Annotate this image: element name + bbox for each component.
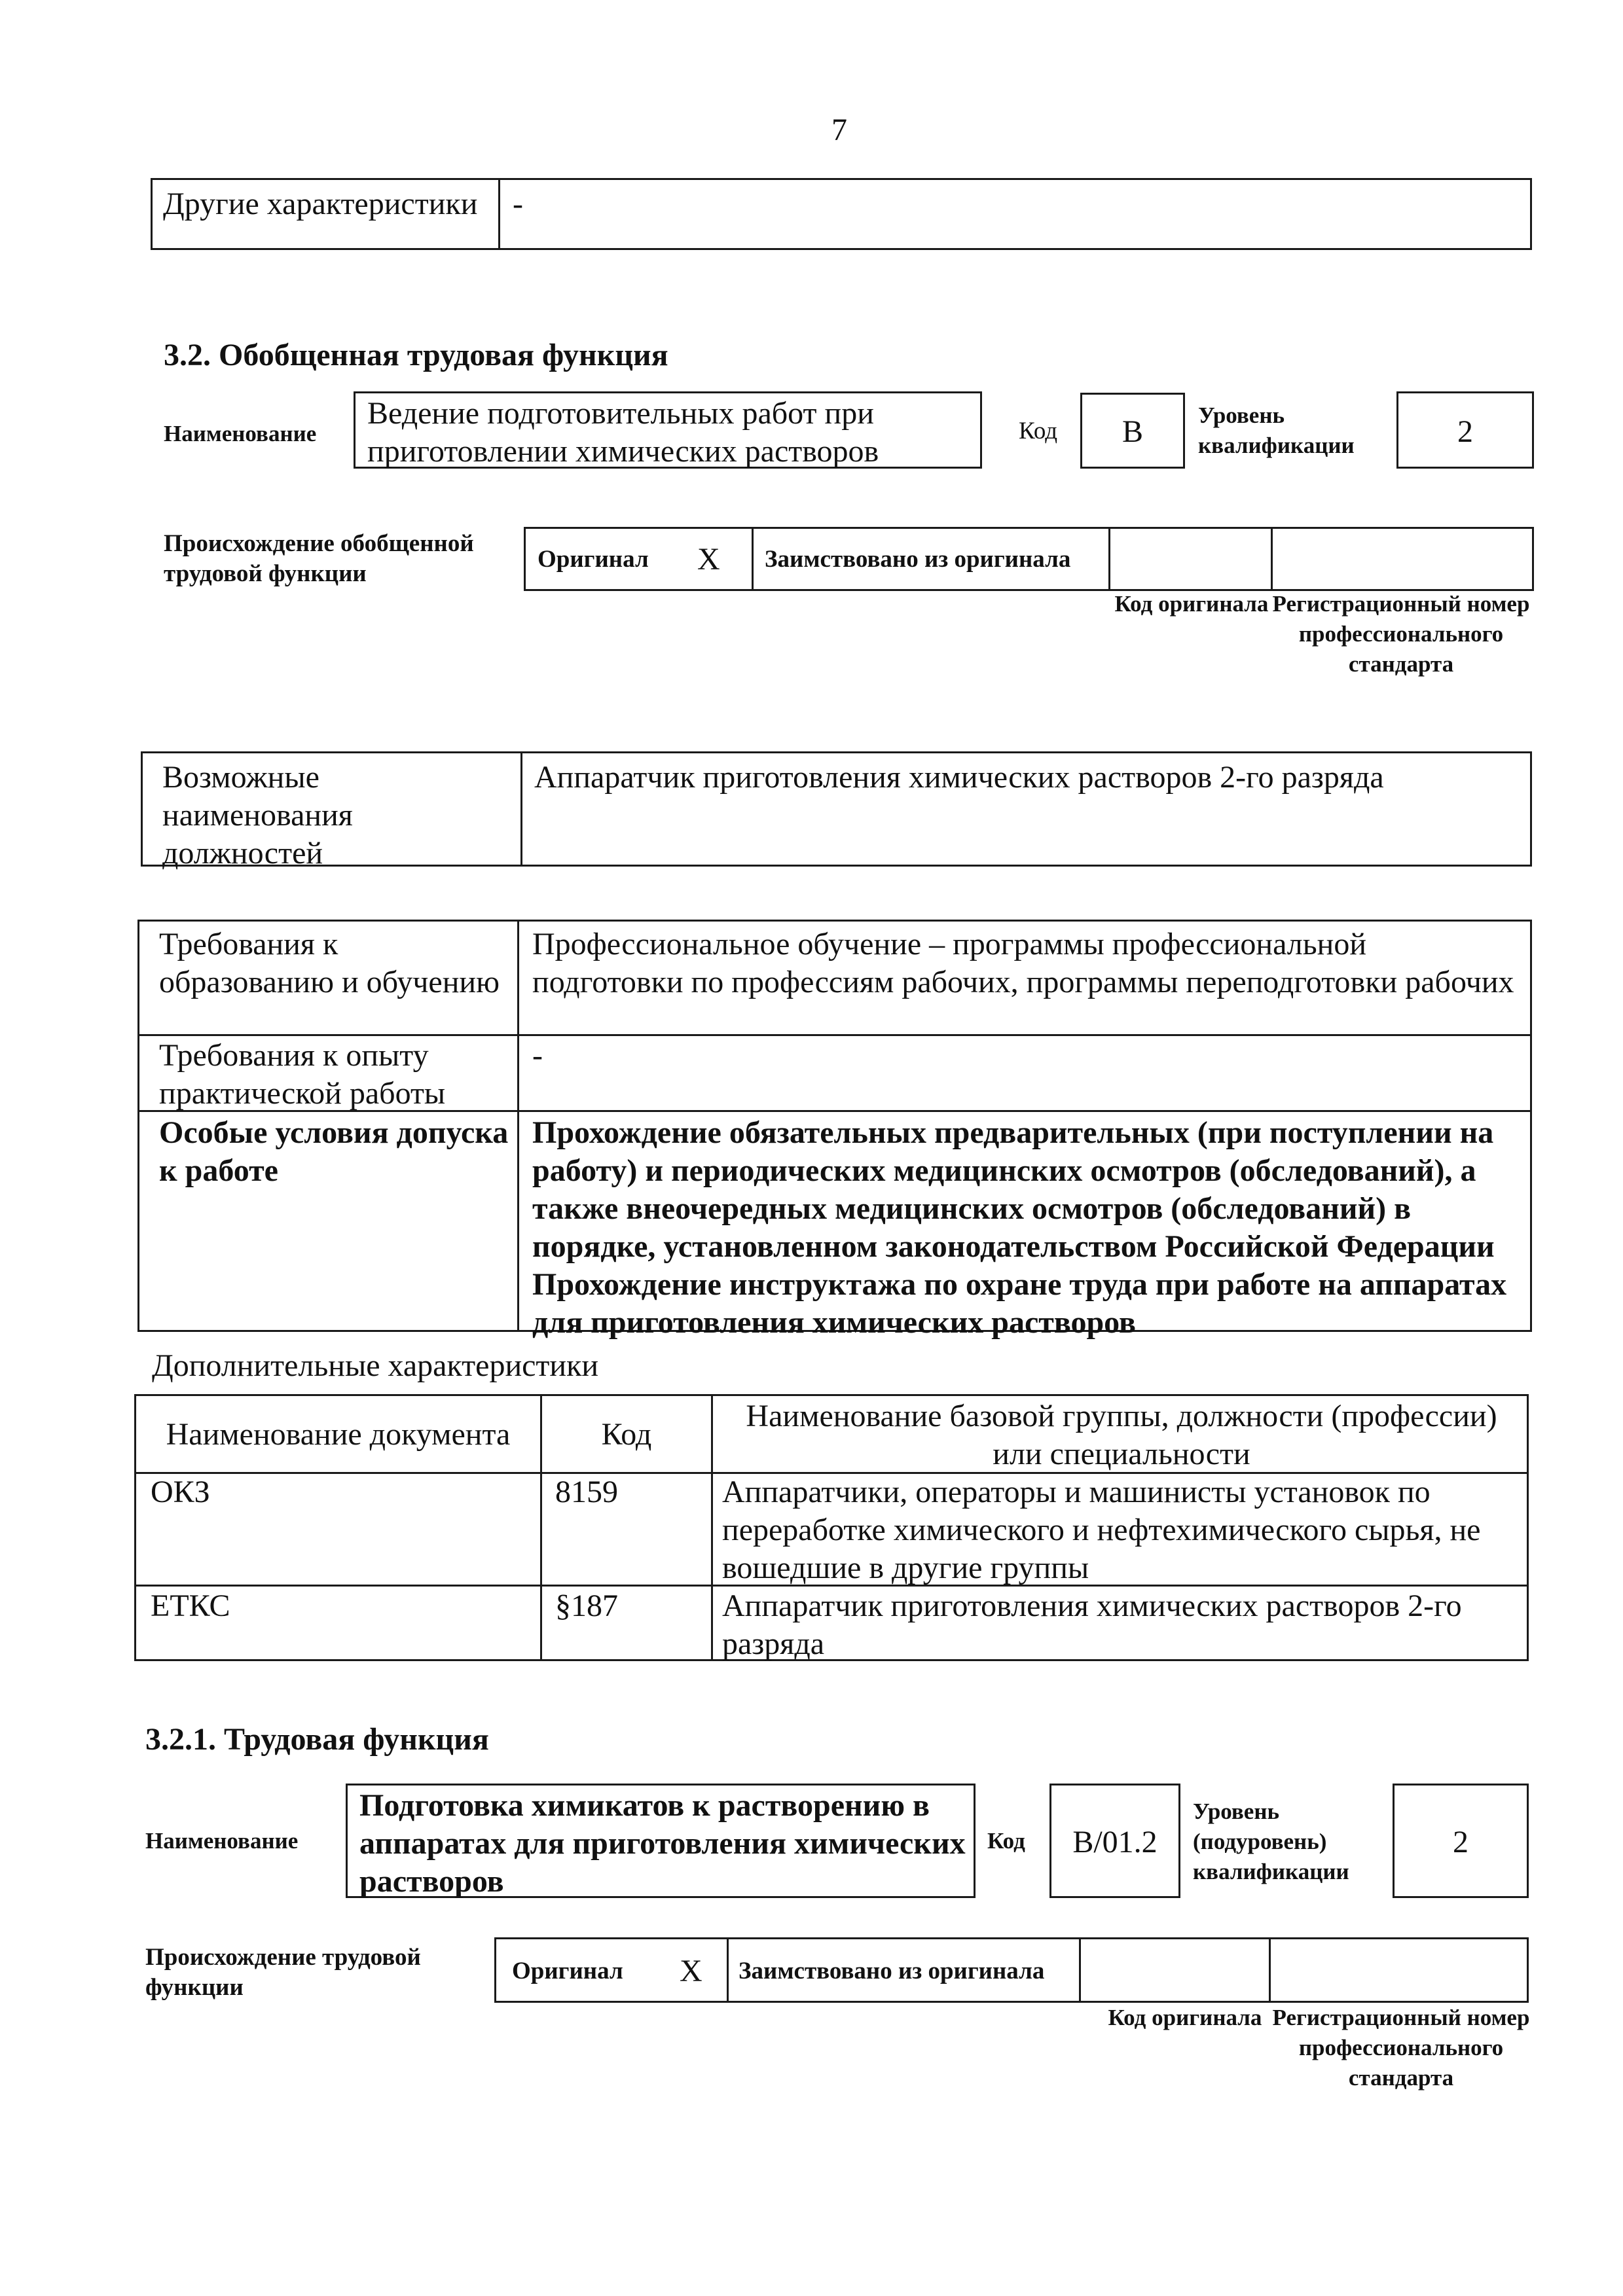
origin-mark: X: [697, 542, 720, 577]
origin-original: Оригинал: [512, 1958, 623, 1984]
generalized-function-name-box: [354, 391, 982, 469]
table-cell: ЕТКС: [151, 1588, 230, 1623]
labor-function-name: Подготовка химикатов к растворению в аппаратах для приготовления химических растворов: [359, 1788, 966, 1899]
qualification-level-value: 2: [1453, 1825, 1468, 1859]
table-divider: [711, 1396, 713, 1659]
qualification-level-box: [1393, 1784, 1529, 1898]
table-divider: [139, 1034, 1530, 1036]
column-header: Наименование базовой группы, должности (профессии) или специальности: [746, 1399, 1497, 1471]
labor-function-name-box: [346, 1784, 976, 1898]
positions-label: Возможные наименования должностей: [162, 760, 353, 870]
table-divider: [1108, 529, 1110, 589]
additional-heading: Дополнительные характеристики: [152, 1348, 599, 1383]
table-divider: [1269, 1939, 1271, 2001]
qualification-level-label: Уровень квалификации: [1198, 403, 1355, 458]
table-divider: [517, 922, 519, 1330]
origin-borrowed: Заимствовано из оригинала: [765, 546, 1071, 573]
caption-registration-number: Регистрационный номер профессионального стандарта: [1272, 591, 1530, 677]
origin-label: Происхождение трудовой функции: [145, 1944, 421, 2001]
caption-original-code: Код оригинала: [1114, 591, 1269, 617]
qualification-level-value: 2: [1457, 414, 1473, 449]
requirement-label: Требования к образованию и обучению: [159, 927, 500, 999]
page-number: 7: [831, 113, 847, 147]
requirement-value: Профессиональное обучение – программы профессиональной подготовки по профессиям рабочих, программы переподготовки рабочих: [532, 927, 1514, 999]
column-header: Наименование документа: [166, 1417, 511, 1452]
other-characteristics-table: [151, 178, 1532, 250]
table-cell: Аппаратчик приготовления химических растворов 2-го разряда: [722, 1588, 1462, 1661]
table-divider: [752, 529, 754, 589]
name-label: Наименование: [164, 421, 317, 446]
name-label: Наименование: [145, 1828, 299, 1854]
code-label: Код: [987, 1828, 1025, 1854]
table-divider: [498, 180, 500, 248]
table-cell: 8159: [555, 1475, 618, 1509]
requirements-table: [137, 920, 1532, 1340]
column-header: Код: [601, 1417, 652, 1452]
code-box: [1080, 393, 1185, 469]
section-heading-3-2-1: 3.2.1. Трудовая функция: [145, 1722, 489, 1757]
origin-mark: X: [680, 1954, 702, 1988]
other-characteristics-value: -: [513, 187, 523, 221]
positions-value: Аппаратчик приготовления химических растворов 2-го разряда: [534, 760, 1384, 795]
additional-table: [134, 1394, 1529, 1661]
table-cell: §187: [555, 1588, 618, 1623]
code-box: [1049, 1784, 1180, 1898]
table-divider: [1271, 529, 1273, 589]
origin-original: Оригинал: [538, 546, 649, 573]
code-label: Код: [1019, 418, 1058, 444]
caption-original-code: Код оригинала: [1108, 2005, 1262, 2030]
table-divider: [727, 1939, 729, 2001]
requirement-label: Особые условия допуска к работе: [159, 1115, 509, 1188]
qualification-level-box: [1396, 391, 1534, 469]
section-heading-3-2: 3.2. Обобщенная трудовая функция: [164, 338, 668, 372]
table-cell: Аппаратчики, операторы и машинисты установок по переработке химического и нефтехимического сырья, не вошедшие в другие группы: [722, 1475, 1481, 1585]
table-divider: [1079, 1939, 1081, 2001]
requirement-value: Прохождение обязательных предварительных (при поступлении на работу) и периодических медицинских осмотров (обследований), а также внеочередных медицинских осмотров (обследований) в порядке, установленном законодательством Российской Федерации Прохождение инструктажа по охране труда при работе на аппаратах для приготовления химических растворов: [532, 1115, 1507, 1340]
positions-table: [141, 751, 1532, 870]
origin-borrowed: Заимствовано из оригинала: [739, 1958, 1045, 1984]
requirement-value: -: [532, 1038, 543, 1073]
table-cell: ОКЗ: [151, 1475, 210, 1509]
requirement-label: Требования к опыту практической работы: [159, 1038, 446, 1111]
table-divider: [520, 753, 522, 865]
generalized-function-name: Ведение подготовительных работ при приготовлении химических растворов: [367, 396, 879, 469]
code-value: B/01.2: [1072, 1825, 1158, 1859]
origin-label: Происхождение обобщенной трудовой функции: [164, 530, 474, 587]
code-value: B: [1122, 414, 1143, 449]
origin-table: [494, 1937, 1529, 2003]
qualification-level-label: Уровень (подуровень) квалификации: [1193, 1799, 1349, 1884]
caption-registration-number: Регистрационный номер профессионального стандарта: [1272, 2005, 1530, 2090]
other-characteristics-label: Другие характеристики: [163, 187, 478, 221]
origin-table: [524, 527, 1534, 591]
